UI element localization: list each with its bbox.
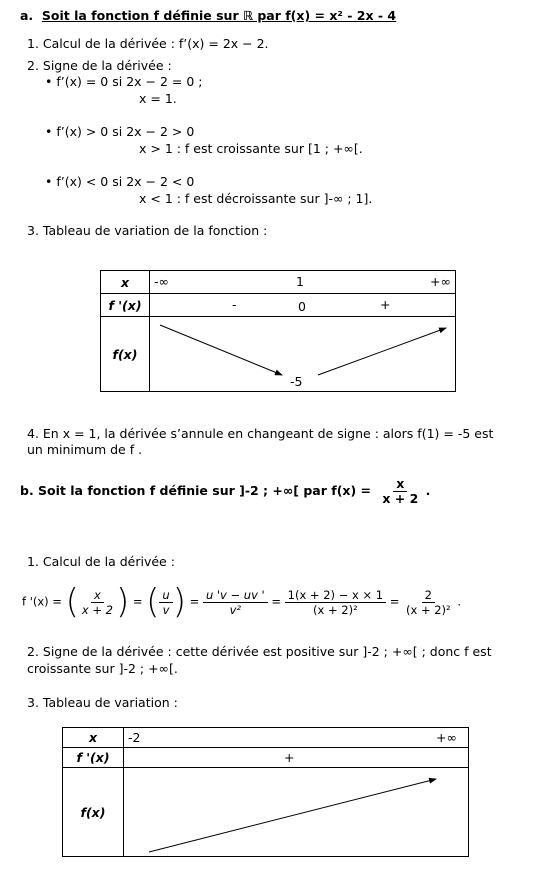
table-a-f-label: f(x) — [101, 317, 150, 392]
part-a-title-text: Soit la fonction f définie sur ℝ par f(x) = x² - 2x - 4 — [41, 8, 397, 23]
deriv-f4-den: (x + 2)² — [313, 602, 358, 617]
table-a-x-plus-inf: +∞ — [430, 274, 451, 289]
part-a-item3: 3. Tableau de variation de la fonction : — [27, 223, 268, 238]
bullet-1-line1: f’(x) = 0 si 2x − 2 = 0 ; — [56, 74, 203, 89]
deriv-f1-den: x + 2 — [81, 602, 113, 617]
deriv-eq1: = — [132, 594, 143, 609]
bullet-2: • f’(x) > 0 si 2x − 2 > 0 — [45, 124, 195, 139]
deriv-f3-num: u 'v − uv ' — [203, 588, 268, 603]
deriv-f2-den: v — [162, 602, 170, 617]
part-a-item1: 1. Calcul de la dérivée : f’(x) = 2x − 2. — [27, 36, 269, 51]
deriv-frac-2 — [159, 588, 172, 617]
table-b-arrows — [124, 768, 468, 856]
table-b-fp-label: f '(x) — [63, 748, 124, 768]
table-b-x-plus-inf: +∞ — [436, 730, 457, 745]
deriv-frac-5 — [403, 588, 454, 617]
bullet-3: • f’(x) < 0 si 2x − 2 < 0 — [45, 174, 195, 189]
part-a-prefix: a. — [20, 8, 34, 23]
table-b-x-minus-two: -2 — [128, 730, 141, 745]
table-a-variation-row — [150, 317, 456, 392]
deriv-f5-num: 2 — [422, 588, 435, 603]
deriv-frac-4 — [285, 588, 386, 617]
part-b-title-frac-den: x + 2 — [382, 491, 419, 506]
table-b-x-row — [124, 728, 469, 748]
part-a-item4-line2: un minimum de f . — [27, 442, 143, 457]
table-b-sign-row — [124, 748, 469, 768]
paren-open-1: ( — [65, 582, 79, 622]
part-b-item2-line1: 2. Signe de la dérivée : cette dérivée est positive sur ]-2 ; +∞[ ; donc f est — [27, 644, 492, 659]
paren-close-1: ) — [115, 582, 130, 622]
deriv-frac-3 — [203, 588, 268, 617]
increasing-arrow-b — [149, 779, 436, 852]
decreasing-arrow — [160, 325, 282, 375]
table-a-x-label: x — [101, 271, 150, 294]
part-a-title — [20, 8, 396, 23]
part-b-title-fraction — [379, 477, 421, 506]
deriv-f2-num: u — [159, 588, 172, 603]
part-b-title-end: . — [425, 483, 431, 498]
deriv-frac-1 — [79, 588, 116, 617]
bullet-3-line1: f’(x) < 0 si 2x − 2 < 0 — [56, 174, 195, 189]
table-b-variation-row — [124, 768, 469, 857]
deriv-eq3: = — [271, 594, 282, 609]
part-b-title — [20, 477, 430, 506]
table-a-sign-plus: + — [380, 297, 391, 312]
part-b-item2-line2: croissante sur ]-2 ; +∞[. — [27, 661, 178, 676]
table-a-x-minus-inf: -∞ — [154, 274, 169, 289]
derivative-formula — [22, 582, 461, 622]
part-b-item3: 3. Tableau de variation : — [27, 695, 178, 710]
bullet-1: • f’(x) = 0 si 2x − 2 = 0 ; — [45, 74, 203, 89]
table-a-x-one: 1 — [296, 274, 304, 289]
table-b-f-label: f(x) — [63, 768, 124, 857]
deriv-eq4: = — [389, 594, 400, 609]
table-b-x-label: x — [63, 728, 124, 748]
deriv-f3-den: v² — [229, 602, 242, 617]
variation-table-b — [62, 727, 469, 857]
table-a-sign-zero: 0 — [298, 299, 306, 314]
bullet-2-line2: x > 1 : f est croissante sur [1 ; +∞[. — [139, 141, 363, 156]
deriv-eq2: = — [189, 594, 200, 609]
variation-table-a — [100, 270, 456, 392]
increasing-arrow — [318, 328, 446, 375]
bullet-3-line2: x < 1 : f est décroissante sur ]-∞ ; 1]. — [139, 191, 373, 206]
deriv-f5-den: (x + 2)² — [406, 602, 451, 617]
paren-open-2: ( — [146, 582, 160, 622]
table-b-sign-plus: + — [284, 750, 295, 765]
deriv-lhs: f '(x) = — [22, 594, 62, 609]
deriv-f4-num: 1(x + 2) − x × 1 — [285, 588, 386, 603]
part-b-title-frac-num: x — [393, 477, 407, 492]
bullet-2-line1: f’(x) > 0 si 2x − 2 > 0 — [56, 124, 195, 139]
paren-close-2: ) — [172, 582, 186, 622]
table-a-min-value: -5 — [290, 374, 303, 389]
bullet-1-line2: x = 1. — [139, 91, 177, 106]
deriv-f1-num: x — [91, 588, 104, 603]
part-b-title-text: b. Soit la fonction f définie sur ]-2 ; +∞[ par f(x) = — [20, 483, 372, 498]
table-a-x-row — [150, 271, 456, 294]
part-b-item1: 1. Calcul de la dérivée : — [27, 554, 175, 569]
deriv-end: . — [457, 594, 461, 609]
table-a-arrows — [150, 317, 456, 391]
part-a-item4-line1: 4. En x = 1, la dérivée s’annule en changeant de signe : alors f(1) = -5 est — [27, 426, 494, 441]
table-a-sign-minus: - — [232, 297, 237, 312]
table-a-sign-row — [150, 294, 456, 317]
part-a-item2-title: 2. Signe de la dérivée : — [27, 58, 172, 73]
table-a-fp-label: f '(x) — [101, 294, 150, 317]
